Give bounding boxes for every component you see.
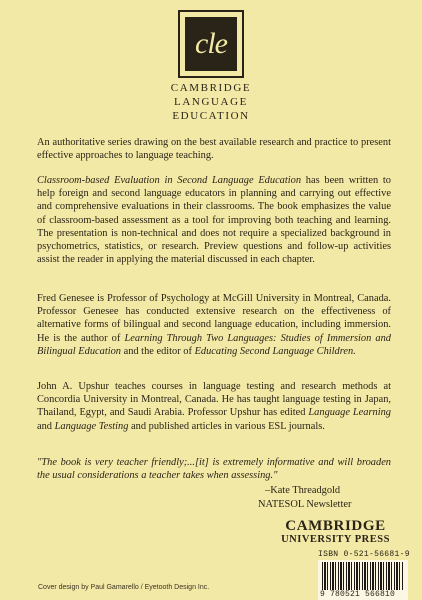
upshur-text-b: and xyxy=(37,420,55,432)
genesee-book-title-2: Educating Second Language Children. xyxy=(194,345,356,357)
isbn: ISBN 0-521-56681-9 xyxy=(318,550,410,559)
author-bio-upshur xyxy=(37,380,391,433)
publisher-line-1: CAMBRIDGE xyxy=(285,518,386,534)
series-name-line-3: EDUCATION xyxy=(172,110,250,122)
series-logo xyxy=(178,10,244,78)
upshur-text-a: John A. Upshur teaches courses in language testing and research methods at Concordia University in Montreal, Canada. He has taught language testing in Japan, Thailand, Egypt, and Saudi Arabia. Professor Upshur has edited xyxy=(37,381,391,419)
cover-design-credit: Cover design by Paul Gamarello / Eyetooth Design Inc. xyxy=(38,584,210,591)
series-name xyxy=(120,81,302,123)
upshur-text-c: and published articles in various ESL journals. xyxy=(128,420,325,432)
genesee-text-b: and the editor of xyxy=(120,345,195,357)
author-bio-upshur-paragraph xyxy=(37,380,391,433)
author-bio-genesee xyxy=(37,292,391,358)
review-author: –Kate Threadgold xyxy=(265,485,341,496)
series-description xyxy=(37,136,391,162)
book-description-paragraph xyxy=(37,174,391,266)
review-quote xyxy=(37,456,391,482)
book-description-text: has been written to help foreign and second language educators in planning and carrying out effective and comprehensive evaluations in their classrooms. The book emphasizes the value of classroom-based assessment as a tool for improving both teaching and learning. The presentation is non-technical and does not require a specialized background in psychometrics, statistics, or research. Preview questions and follow-up activities assist the reader in applying the material discussed in each chapter. xyxy=(37,175,392,266)
series-logo-mark-box xyxy=(185,17,237,71)
review-quote-text: "The book is very teacher friendly;...[it] is extremely informative and will broaden the usual considerations a teacher takes when assessing." xyxy=(37,457,391,482)
book-title: Classroom-based Evaluation in Second Language Education xyxy=(37,175,302,186)
review-source: NATESOL Newsletter xyxy=(258,499,352,510)
barcode-area xyxy=(318,560,408,600)
barcode-digits: 9 780521 566810 xyxy=(320,590,396,599)
author-bio-genesee-paragraph xyxy=(37,292,391,358)
series-name-line-2: LANGUAGE xyxy=(174,96,248,108)
upshur-journal-1: Language Learning xyxy=(308,407,392,419)
genesee-book-title-1: Learning Through Two Languages: Studies of Immersion and Bilingual Education xyxy=(37,332,391,357)
series-description-text: An authoritative series drawing on the best available research and practice to present effective approaches to language teaching. xyxy=(37,137,391,162)
genesee-text-a: Fred Genesee is Professor of Psychology at McGill University in Montreal, Canada. Professor Genesee has conducted extensive research on the effectiveness of alternative forms of bilingual and second language education, including immersion. He is the author of xyxy=(37,293,391,344)
publisher-logo xyxy=(268,518,403,546)
barcode-bars xyxy=(322,562,404,590)
series-name-line-1: CAMBRIDGE xyxy=(170,82,252,94)
upshur-journal-2: Language Testing xyxy=(54,420,129,432)
series-logo-mark: cle xyxy=(195,27,227,60)
book-description xyxy=(37,174,391,266)
publisher-line-2: UNIVERSITY PRESS xyxy=(281,534,390,545)
